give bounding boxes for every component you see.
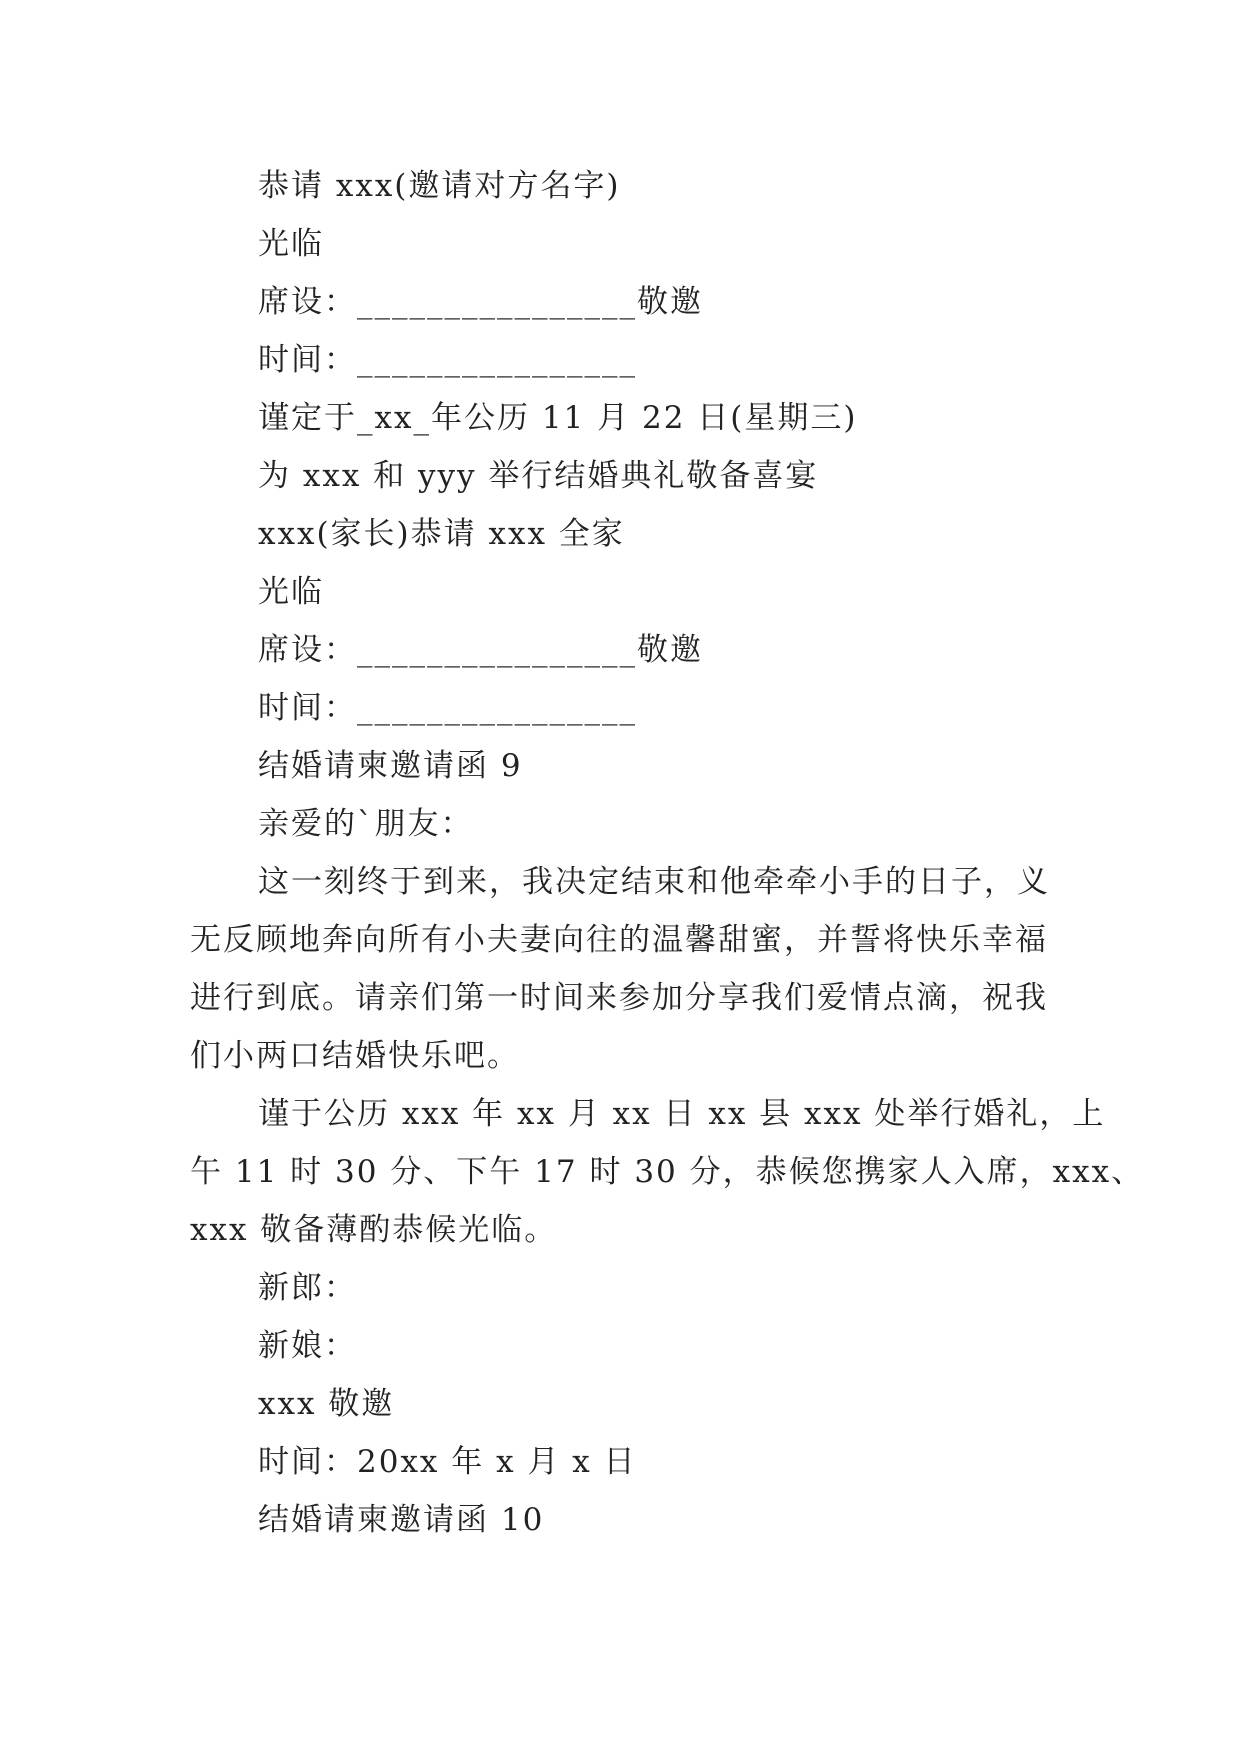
bride-line: 新娘： [258,1328,357,1364]
section-heading: 结婚请柬邀请函 9 [258,748,523,784]
paragraph-line: 无反顾地奔向所有小夫妻向往的温馨甜蜜，并誓将快乐幸福 [190,922,1048,958]
invite-line: 恭请 xxx(邀请对方名字) [258,168,621,204]
groom-line: 新郎： [258,1270,357,1306]
date-line: 时间：20xx 年 x 月 x 日 [258,1444,637,1480]
paragraph-line: 们小两口结婚快乐吧。 [190,1038,520,1074]
invite-line: 时间：________________ [258,690,637,726]
invite-line: 为 xxx 和 yyy 举行结婚典礼敬备喜宴 [258,458,819,494]
invite-line: 谨定于_xx_年公历 11 月 22 日(星期三) [258,400,858,436]
invite-line: 席设：________________敬邀 [258,632,703,668]
paragraph-line: 这一刻终于到来，我决定结束和他牵牵小手的日子，义 [258,864,1050,900]
signature-line: xxx 敬邀 [258,1386,395,1422]
invite-line: 席设：________________敬邀 [258,284,703,320]
paragraph-line: 午 11 时 30 分、下午 17 时 30 分，恭候您携家人入席，xxx、 [190,1154,1145,1190]
paragraph-line: 进行到底。请亲们第一时间来参加分享我们爱情点滴，祝我 [190,980,1048,1016]
section-heading: 结婚请柬邀请函 10 [258,1502,545,1538]
invite-line: xxx(家长)恭请 xxx 全家 [258,516,625,552]
invite-line: 光临 [258,574,324,610]
salutation: 亲爱的`朋友： [258,806,474,842]
invite-line: 时间：________________ [258,342,637,378]
paragraph-line: xxx 敬备薄酌恭候光临。 [190,1212,558,1248]
invite-line: 光临 [258,226,324,262]
paragraph-line: 谨于公历 xxx 年 xx 月 xx 日 xx 县 xxx 处举行婚礼，上 [258,1096,1106,1132]
